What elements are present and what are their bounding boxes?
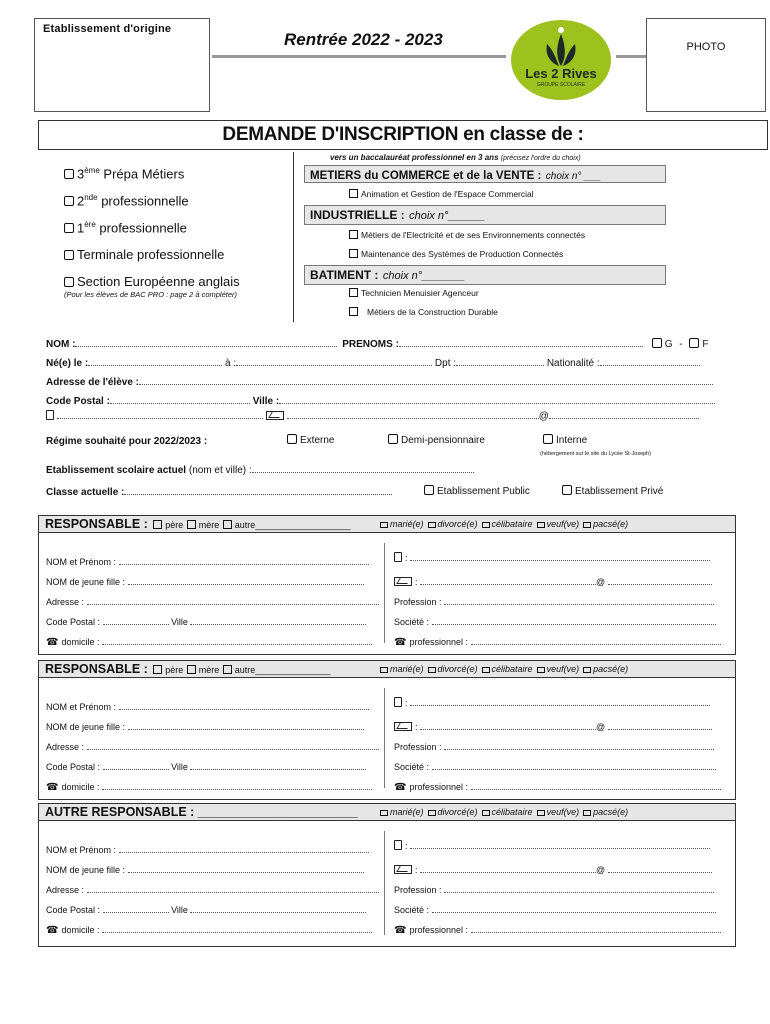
- field-label: Adresse :: [46, 885, 85, 895]
- field-label: célibataire: [491, 519, 533, 529]
- bac-pro-intro: vers un baccalauréat professionnel en 3 ans (précisez l'ordre du choix): [330, 153, 581, 162]
- field-label: domicile :: [61, 637, 100, 647]
- responsable-divider: [384, 543, 385, 643]
- industrielle-option-1[interactable]: Métiers de l'Electricité et de ses Environnements connectés: [349, 230, 585, 240]
- fill-line: [471, 781, 721, 790]
- responsable-title: [45, 517, 350, 531]
- checkbox[interactable]: [153, 665, 162, 674]
- field-label: célibataire: [491, 664, 533, 674]
- eleve-nom-row[interactable]: NOM : PRENOMS : G - F: [46, 339, 709, 350]
- fill-line: [119, 701, 369, 710]
- telephone-icon: ☎: [46, 782, 59, 793]
- checkbox-f[interactable]: [689, 338, 699, 348]
- checkbox[interactable]: [562, 485, 572, 495]
- telephone-icon: ☎: [394, 637, 407, 648]
- eleve-cp-row[interactable]: Code Postal : Ville :: [46, 395, 715, 407]
- field-label: RESPONSABLE :: [45, 662, 148, 676]
- responsable-pro-phone-field[interactable]: [394, 781, 721, 793]
- field-label: pacsé(e): [593, 664, 629, 674]
- field-label: @: [596, 577, 606, 587]
- fill-line: [102, 636, 372, 645]
- responsable-divider: [384, 688, 385, 788]
- checkbox[interactable]: [482, 667, 490, 673]
- checkbox-g[interactable]: [652, 338, 662, 348]
- responsable-mobile-field[interactable]: :: [394, 552, 710, 563]
- fill-line: [420, 864, 596, 873]
- fill-line: [87, 884, 379, 893]
- field-label: mère: [198, 665, 220, 675]
- responsable-left-field[interactable]: [46, 576, 364, 587]
- responsable-cp-field[interactable]: [46, 616, 366, 627]
- responsable-left-field[interactable]: [46, 721, 364, 732]
- field-label: NOM de jeune fille :: [46, 865, 126, 875]
- checkbox[interactable]: [64, 277, 74, 287]
- field-label: NOM et Prénom :: [46, 557, 117, 567]
- field-label: Profession :: [394, 885, 442, 895]
- etab-prive[interactable]: Etablissement Privé: [562, 485, 663, 497]
- responsable-email-field[interactable]: : @: [394, 721, 712, 732]
- fill-line: [119, 844, 369, 853]
- telephone-icon: ☎: [46, 925, 59, 936]
- field-label: Code Postal :: [46, 905, 101, 915]
- field-label: domicile :: [61, 925, 100, 935]
- field-label: Code Postal :: [46, 617, 101, 627]
- mobile-icon: [394, 552, 402, 562]
- responsable-profession-field[interactable]: [394, 596, 714, 607]
- class-choices: [64, 166, 240, 299]
- etab-actuel-row[interactable]: Etablissement scolaire actuel (nom et ville) :: [46, 464, 474, 476]
- marital-status[interactable]: [380, 807, 628, 817]
- page-title: DEMANDE D'INSCRIPTION en classe de :: [222, 124, 584, 145]
- checkbox[interactable]: [380, 810, 388, 816]
- fill-line: [420, 721, 596, 730]
- checkbox[interactable]: [64, 169, 74, 179]
- field-label: Société :: [394, 905, 430, 915]
- checkbox[interactable]: [537, 522, 545, 528]
- eleve-adresse-row[interactable]: Adresse de l'élève :: [46, 376, 713, 388]
- field-label: domicile :: [61, 782, 100, 792]
- checkbox[interactable]: [428, 522, 436, 528]
- field-label: NOM et Prénom :: [46, 702, 117, 712]
- eleve-contact-row[interactable]: @: [46, 410, 699, 422]
- header-rule: [212, 55, 506, 58]
- regime-row[interactable]: Régime souhaité pour 2022/2023 :: [46, 436, 208, 447]
- photo-label: PHOTO: [686, 41, 726, 53]
- responsable-societe-field[interactable]: [394, 616, 716, 627]
- fill-line: [128, 576, 364, 585]
- field-label: Ville: [171, 617, 188, 627]
- header-rule-right: [616, 55, 646, 58]
- fill-line: [410, 840, 710, 849]
- field-label: Profession :: [394, 742, 442, 752]
- checkbox[interactable]: [583, 810, 591, 816]
- class-terminale[interactable]: Terminale professionnelle: [64, 247, 240, 274]
- telephone-icon: ☎: [394, 925, 407, 936]
- responsable-title: [45, 662, 330, 676]
- responsable-pro-phone-field[interactable]: [394, 636, 721, 648]
- etab-origine-label: Etablissement d'origine: [43, 23, 172, 35]
- industrielle-header: INDUSTRIELLE : choix n°______: [304, 205, 666, 225]
- regime-interne[interactable]: Interne: [543, 434, 587, 446]
- fill-line: [444, 884, 714, 893]
- field-label: veuf(ve): [546, 519, 580, 529]
- checkbox[interactable]: [537, 667, 545, 673]
- left-note: (Pour les élèves de BAC PRO : page 2 à compléter): [64, 290, 237, 299]
- field-label: veuf(ve): [546, 664, 580, 674]
- responsable-mobile-field[interactable]: :: [394, 697, 710, 708]
- checkbox[interactable]: [153, 520, 162, 529]
- mail-icon: [394, 865, 412, 874]
- checkbox[interactable]: [287, 434, 297, 444]
- fill-line: [432, 616, 716, 625]
- rentree-label: Rentrée 2022 - 2023: [284, 30, 443, 49]
- field-label: autre_______________: [234, 665, 331, 675]
- fill-line: [102, 924, 372, 933]
- regime-externe[interactable]: Externe: [287, 434, 334, 446]
- field-label: professionnel :: [409, 637, 469, 647]
- fill-line: [608, 576, 712, 585]
- checkbox[interactable]: [64, 223, 74, 233]
- telephone-icon: ☎: [46, 637, 59, 648]
- field-label: professionnel :: [409, 925, 469, 935]
- field-label: pacsé(e): [593, 519, 629, 529]
- fill-line: [128, 864, 364, 873]
- checkbox[interactable]: [482, 810, 490, 816]
- checkbox[interactable]: [64, 250, 74, 260]
- field-label: divorcé(e): [437, 807, 478, 817]
- commerce-header: METIERS du COMMERCE et de la VENTE : choix n° ___: [304, 165, 666, 183]
- title-box: [38, 120, 768, 150]
- field-label: professionnel :: [409, 782, 469, 792]
- field-label: célibataire: [491, 807, 533, 817]
- responsable-divider: [384, 831, 385, 935]
- field-label: Adresse :: [46, 597, 85, 607]
- industrielle-option-2[interactable]: Maintenance des Systèmes de Production Connectés: [349, 249, 563, 259]
- field-label: marié(e): [390, 519, 424, 529]
- field-label: veuf(ve): [546, 807, 580, 817]
- eleve-naissance-row[interactable]: Né(e) le : à : Dpt : Nationalité :: [46, 357, 700, 369]
- checkbox[interactable]: [537, 810, 545, 816]
- responsable-left-field[interactable]: [46, 741, 379, 752]
- mobile-icon: [46, 410, 54, 420]
- fill-line: [444, 596, 714, 605]
- regime-demi[interactable]: Demi-pensionnaire: [388, 434, 485, 446]
- checkbox[interactable]: [64, 196, 74, 206]
- logo-subtext: GROUPE SCOLAIRE: [536, 82, 586, 88]
- responsable-profession-field[interactable]: [394, 884, 714, 895]
- responsable-left-field[interactable]: [46, 864, 364, 875]
- fill-line: [444, 741, 714, 750]
- responsable-left-field[interactable]: [46, 596, 379, 607]
- field-label: NOM de jeune fille :: [46, 577, 126, 587]
- responsable-left-field[interactable]: [46, 556, 369, 567]
- responsable-societe-field[interactable]: [394, 761, 716, 772]
- fill-line: [432, 904, 716, 913]
- responsable-email-field[interactable]: : @: [394, 864, 712, 875]
- fill-line: [103, 904, 169, 913]
- school-logo: [511, 20, 611, 100]
- fill-line: [471, 636, 721, 645]
- checkbox[interactable]: [583, 522, 591, 528]
- class-section-euro[interactable]: Section Européenne anglais: [64, 274, 240, 290]
- field-label: divorcé(e): [437, 664, 478, 674]
- responsable-left-field[interactable]: [46, 884, 379, 895]
- field-label: père: [165, 665, 184, 675]
- responsable-pro-phone-field[interactable]: [394, 924, 721, 936]
- fill-line: [190, 616, 366, 625]
- mail-icon: [266, 411, 284, 420]
- fill-line: [608, 864, 712, 873]
- fill-line: [432, 761, 716, 770]
- responsable-domicile-field[interactable]: [46, 924, 372, 936]
- responsable-left-field[interactable]: [46, 844, 369, 855]
- field-label: pacsé(e): [593, 807, 629, 817]
- field-label: @: [596, 865, 606, 875]
- checkbox[interactable]: [428, 667, 436, 673]
- fill-line: [87, 741, 379, 750]
- checkbox[interactable]: [424, 485, 434, 495]
- fill-line: [410, 697, 710, 706]
- field-label: marié(e): [390, 807, 424, 817]
- field-label: Profession :: [394, 597, 442, 607]
- responsable-cp-field[interactable]: [46, 761, 366, 772]
- checkbox[interactable]: [543, 434, 553, 444]
- interne-note: (hébergement sur le site du Lycée St-Joseph): [540, 451, 652, 457]
- classe-actuelle-row[interactable]: Classe actuelle :: [46, 486, 392, 498]
- responsable-domicile-field[interactable]: [46, 781, 372, 793]
- photo-box[interactable]: [646, 18, 766, 112]
- responsable-societe-field[interactable]: [394, 904, 716, 915]
- fill-line: [410, 552, 710, 561]
- field-label: Ville: [171, 762, 188, 772]
- checkbox[interactable]: [187, 520, 196, 529]
- field-label: NOM et Prénom :: [46, 845, 117, 855]
- field-label: Ville: [171, 905, 188, 915]
- fill-line: [103, 761, 169, 770]
- field-label: NOM de jeune fille :: [46, 722, 126, 732]
- checkbox[interactable]: [223, 520, 232, 529]
- telephone-icon: ☎: [394, 782, 407, 793]
- responsable-left-field[interactable]: [46, 701, 369, 712]
- field-label: autre___________________: [234, 520, 351, 530]
- marital-status[interactable]: [380, 519, 628, 529]
- marital-status[interactable]: [380, 664, 628, 674]
- checkbox[interactable]: [187, 665, 196, 674]
- fill-line: [102, 781, 372, 790]
- responsable-profession-field[interactable]: [394, 741, 714, 752]
- checkbox[interactable]: [380, 522, 388, 528]
- field-label: Société :: [394, 762, 430, 772]
- checkbox[interactable]: [583, 667, 591, 673]
- mail-icon: [394, 722, 412, 731]
- field-label: marié(e): [390, 664, 424, 674]
- fill-line: [128, 721, 364, 730]
- mobile-icon: [394, 840, 402, 850]
- checkbox[interactable]: [223, 665, 232, 674]
- field-label: mère: [198, 520, 220, 530]
- fill-line: [471, 924, 721, 933]
- batiment-option-2[interactable]: Métiers de la Construction Durable: [349, 307, 498, 317]
- fill-line: [608, 721, 712, 730]
- field-label: Adresse :: [46, 742, 85, 752]
- leaf-icon: [511, 20, 611, 100]
- commerce-option[interactable]: Animation et Gestion de l'Espace Commercial: [349, 189, 534, 199]
- responsable-cp-field[interactable]: [46, 904, 366, 915]
- checkbox[interactable]: [482, 522, 490, 528]
- field-label: divorcé(e): [437, 519, 478, 529]
- field-label: Société :: [394, 617, 430, 627]
- column-divider: [293, 152, 294, 322]
- checkbox[interactable]: [380, 667, 388, 673]
- class-1ere[interactable]: 1ère professionnelle: [64, 220, 240, 247]
- fill-line: [119, 556, 369, 565]
- responsable-title: AUTRE RESPONSABLE : _______________________: [45, 805, 358, 819]
- mail-icon: [394, 577, 412, 586]
- fill-line: [190, 761, 366, 770]
- fill-line: [87, 596, 379, 605]
- batiment-option-1[interactable]: Technicien Menuisier Agenceur: [349, 288, 479, 298]
- fill-line: [420, 576, 596, 585]
- class-3eme[interactable]: 3ème Prépa Métiers: [64, 166, 240, 193]
- fill-line: [103, 616, 169, 625]
- responsable-domicile-field[interactable]: [46, 636, 372, 648]
- responsable-mobile-field[interactable]: :: [394, 840, 710, 851]
- logo-text: Les 2 Rives: [525, 66, 597, 81]
- field-label: père: [165, 520, 184, 530]
- etab-public[interactable]: Etablissement Public: [424, 485, 530, 497]
- fill-line: [190, 904, 366, 913]
- responsable-email-field[interactable]: : @: [394, 576, 712, 587]
- field-label: @: [596, 722, 606, 732]
- batiment-header: BATIMENT : choix n°_______: [304, 265, 666, 285]
- checkbox[interactable]: [388, 434, 398, 444]
- field-label: Code Postal :: [46, 762, 101, 772]
- class-2nde[interactable]: 2nde professionnelle: [64, 193, 240, 220]
- etab-origine-box[interactable]: [34, 18, 210, 112]
- checkbox[interactable]: [428, 810, 436, 816]
- mobile-icon: [394, 697, 402, 707]
- field-label: RESPONSABLE :: [45, 517, 148, 531]
